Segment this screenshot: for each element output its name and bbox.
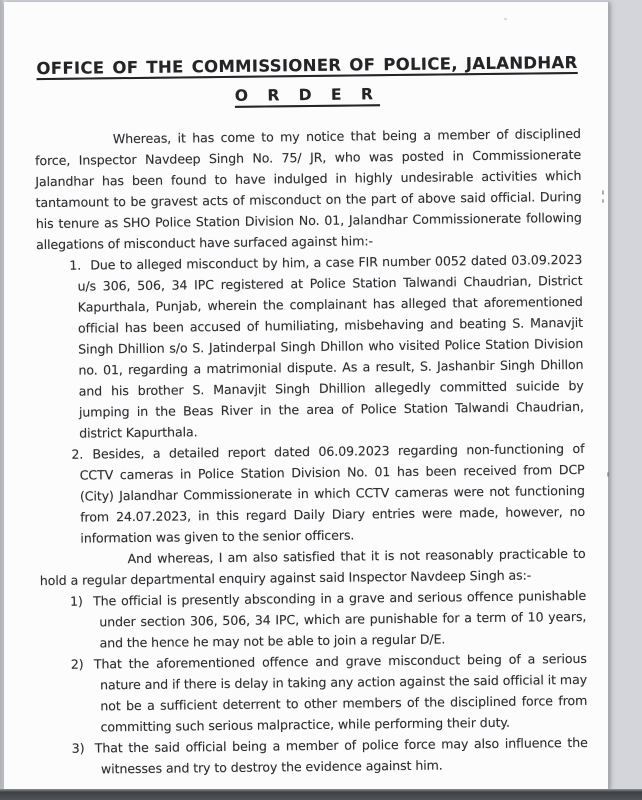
list-number: 2) <box>70 656 84 672</box>
scan-speck <box>504 18 507 20</box>
ground-text: That the said official being a member of police force may also influence the witnesses and try to destroy the evidence against him. <box>94 734 588 777</box>
scan-speck <box>602 190 604 195</box>
allegation-text: Besides, a detailed report dated 06.09.2023 regarding non-functioning of CCTV cameras in Police Station Division No. 01 has been received from DCP (City) Jalandhar Commissionerate in which CCTV cameras were not functioning from 24.07.2023, in this regard Daily Diary entries were made, however, no information was given to the senior officers. <box>79 440 586 546</box>
list-number: 1) <box>70 593 83 609</box>
list-number: 3) <box>71 740 85 756</box>
allegation-item-1 <box>36 249 584 444</box>
ground-text: The official is presently absconding in a grave and serious offence punishable under section 306, 506, 34 IPC, which are punishable for a term of 10 years, and the hence he may not be able to join a regular D/E. <box>93 587 587 651</box>
opening-paragraph: Whereas, it has come to my notice that being a member of disciplined force, Inspector Navdeep Singh No. 75/ JR, who was posted in Commissionerate Jalandhar has been found to have indulged in highly undesirable activities which tantamount to be gravest acts of misconduct on the part of above said official. During his tenure as SHO Police Station Division No. 01, Jalandhar Commissionerate following allegations of misconduct have surfaced against him:- <box>35 125 582 253</box>
scanner-edge-bar <box>0 789 642 800</box>
allegation-item-2 <box>38 438 585 549</box>
list-number: 1. <box>69 257 82 273</box>
satisfaction-paragraph: And whereas, I am also satisfied that it is not reasonably practicable to hold a regular departmental enquiry against said Inspector Navdeep Singh as:- <box>39 545 586 589</box>
list-number: 2. <box>71 446 84 462</box>
office-heading: OFFICE OF THE COMMISSIONER OF POLICE, JALANDHAR <box>36 52 578 79</box>
ground-item-3 <box>42 732 588 780</box>
ground-text: That the aforementioned offence and grave misconduct being of a serious nature and if there is delay in taking any action against the said official it may not be a sufficient deterrent to other members of the disciplined force from committing such serious malpractice, while performing their duty. <box>93 650 588 735</box>
document-page <box>4 2 609 789</box>
ground-item-2 <box>41 648 588 738</box>
order-heading: O R D E R <box>234 85 381 105</box>
document-content <box>34 51 588 780</box>
ground-item-1 <box>40 585 587 654</box>
scan-speck <box>602 199 604 203</box>
grounds-list <box>40 585 588 780</box>
allegations-list <box>36 249 585 549</box>
allegation-text: Due to alleged misconduct by him, a case FIR number 0052 dated 03.09.2023 u/s 306, 506, 34 IPC registered at Police Station Talwandi Chaudrian, District Kapurthala, Punjab, wherein the complainant has alleged that aforementioned official has been accused of humiliating, misbehaving and beating S. Manavjit Singh Dhillion s/o S. Jatinderpal Singh Dhillon who visited Police Station Division no. 01, regarding a matrimonial dispute. As a result, S. Jashanbir Singh Dhillon and his brother S. Manavjit Singh Dhillion allegedly committed suicide by jumping in the Beas River in the area of Police Station Talwandi Chaudrian, district Kapurthala. <box>77 251 584 441</box>
scan-speck <box>607 472 609 477</box>
